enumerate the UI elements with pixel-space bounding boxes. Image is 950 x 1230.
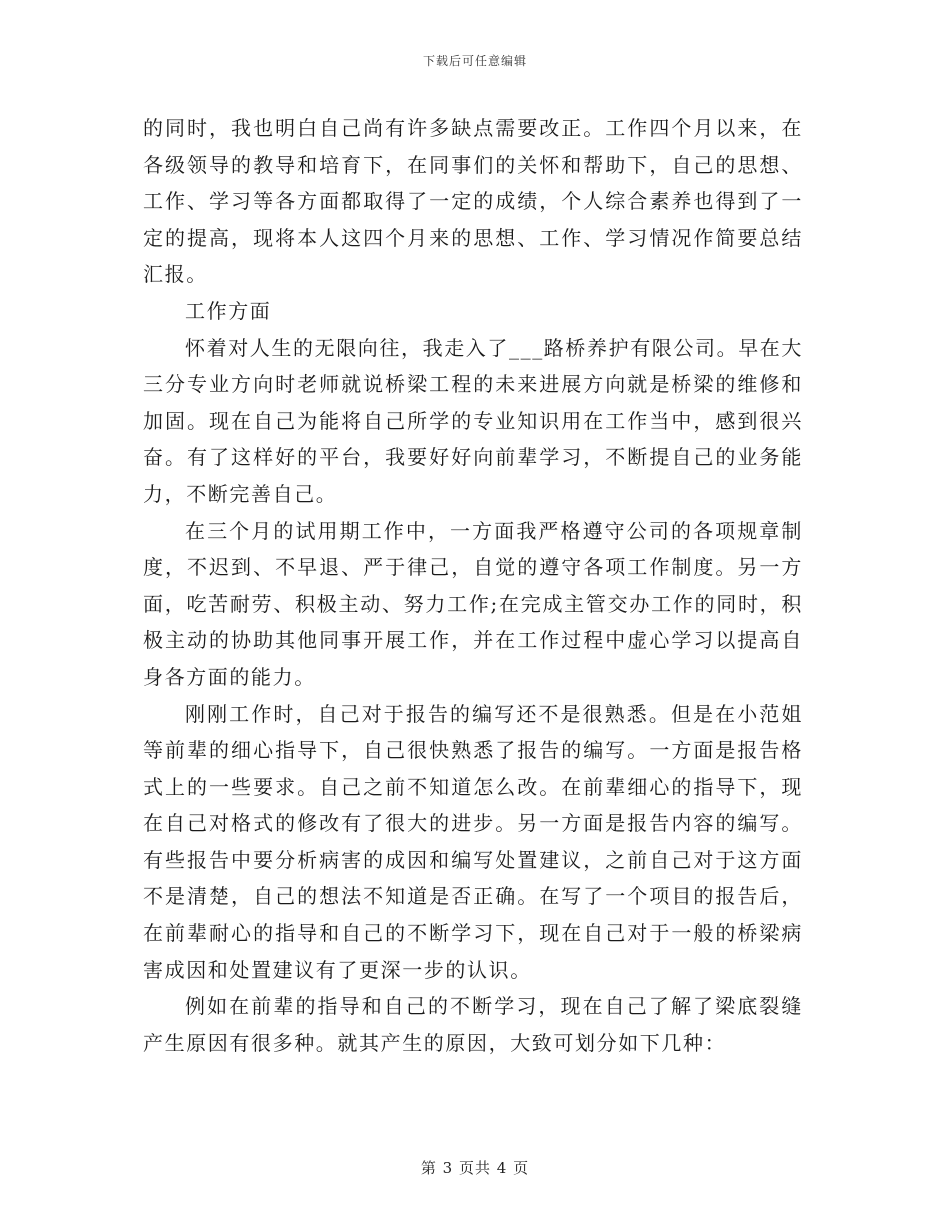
document-body bbox=[143, 110, 803, 1061]
paragraph-intro: 的同时，我也明白自己尚有许多缺点需要改正。工作四个月以来，在各级领导的教导和培育下，在同事们的关怀和帮助下，自己的思想、工作、学习等各方面都取得了一定的成绩，个人综合素养也得到了一定的提高，现将本人这四个月来的思想、工作、学习情况作简要总结汇报。 bbox=[143, 116, 803, 287]
section-heading-work: 工作方面 bbox=[185, 298, 272, 323]
paragraph-report-writing: 刚刚工作时，自己对于报告的编写还不是很熟悉。但是在小范姐等前辈的细心指导下，自己很快熟悉了报告的编写。一方面是报告格式上的一些要求。自己之前不知道怎么改。在前辈细心的指导下，现在自己对格式的修改有了很大的进步。另一方面是报告内容的编写。有些报告中要分析病害的成因和编写处置建议，之前自己对于这方面不是清楚，自己的想法不知道是否正确。在写了一个项目的报告后，在前辈耐心的指导和自己的不断学习下，现在自己对于一般的桥梁病害成因和处置建议有了更深一步的认识。 bbox=[143, 701, 803, 982]
page-header: 下载后可任意编辑 bbox=[422, 54, 527, 68]
page-number: 第 3 页共 4 页 bbox=[420, 1159, 530, 1177]
paragraph-probation: 在三个月的试用期工作中，一方面我严格遵守公司的各项规章制度，不迟到、不早退、严于律己，自觉的遵守各项工作制度。另一方面，吃苦耐劳、积极主动、努力工作;在完成主管交办工作的同时，积极主动的协助其他同事开展工作，并在工作过程中虚心学习以提高自身各方面的能力。 bbox=[143, 518, 803, 689]
paragraph-crack-causes: 例如在前辈的指导和自己的不断学习，现在自己了解了梁底裂缝产生原因有很多种。就其产生的原因，大致可划分如下几种： bbox=[143, 994, 803, 1055]
paragraph-company: 怀着对人生的无限向往，我走入了___路桥养护有限公司。早在大三分专业方向时老师就说桥梁工程的未来进展方向就是桥梁的维修和加固。现在自己为能将自己所学的专业知识用在工作当中，感到很兴奋。有了这样好的平台，我要好好向前辈学习，不断提自己的业务能力，不断完善自己。 bbox=[143, 335, 803, 506]
